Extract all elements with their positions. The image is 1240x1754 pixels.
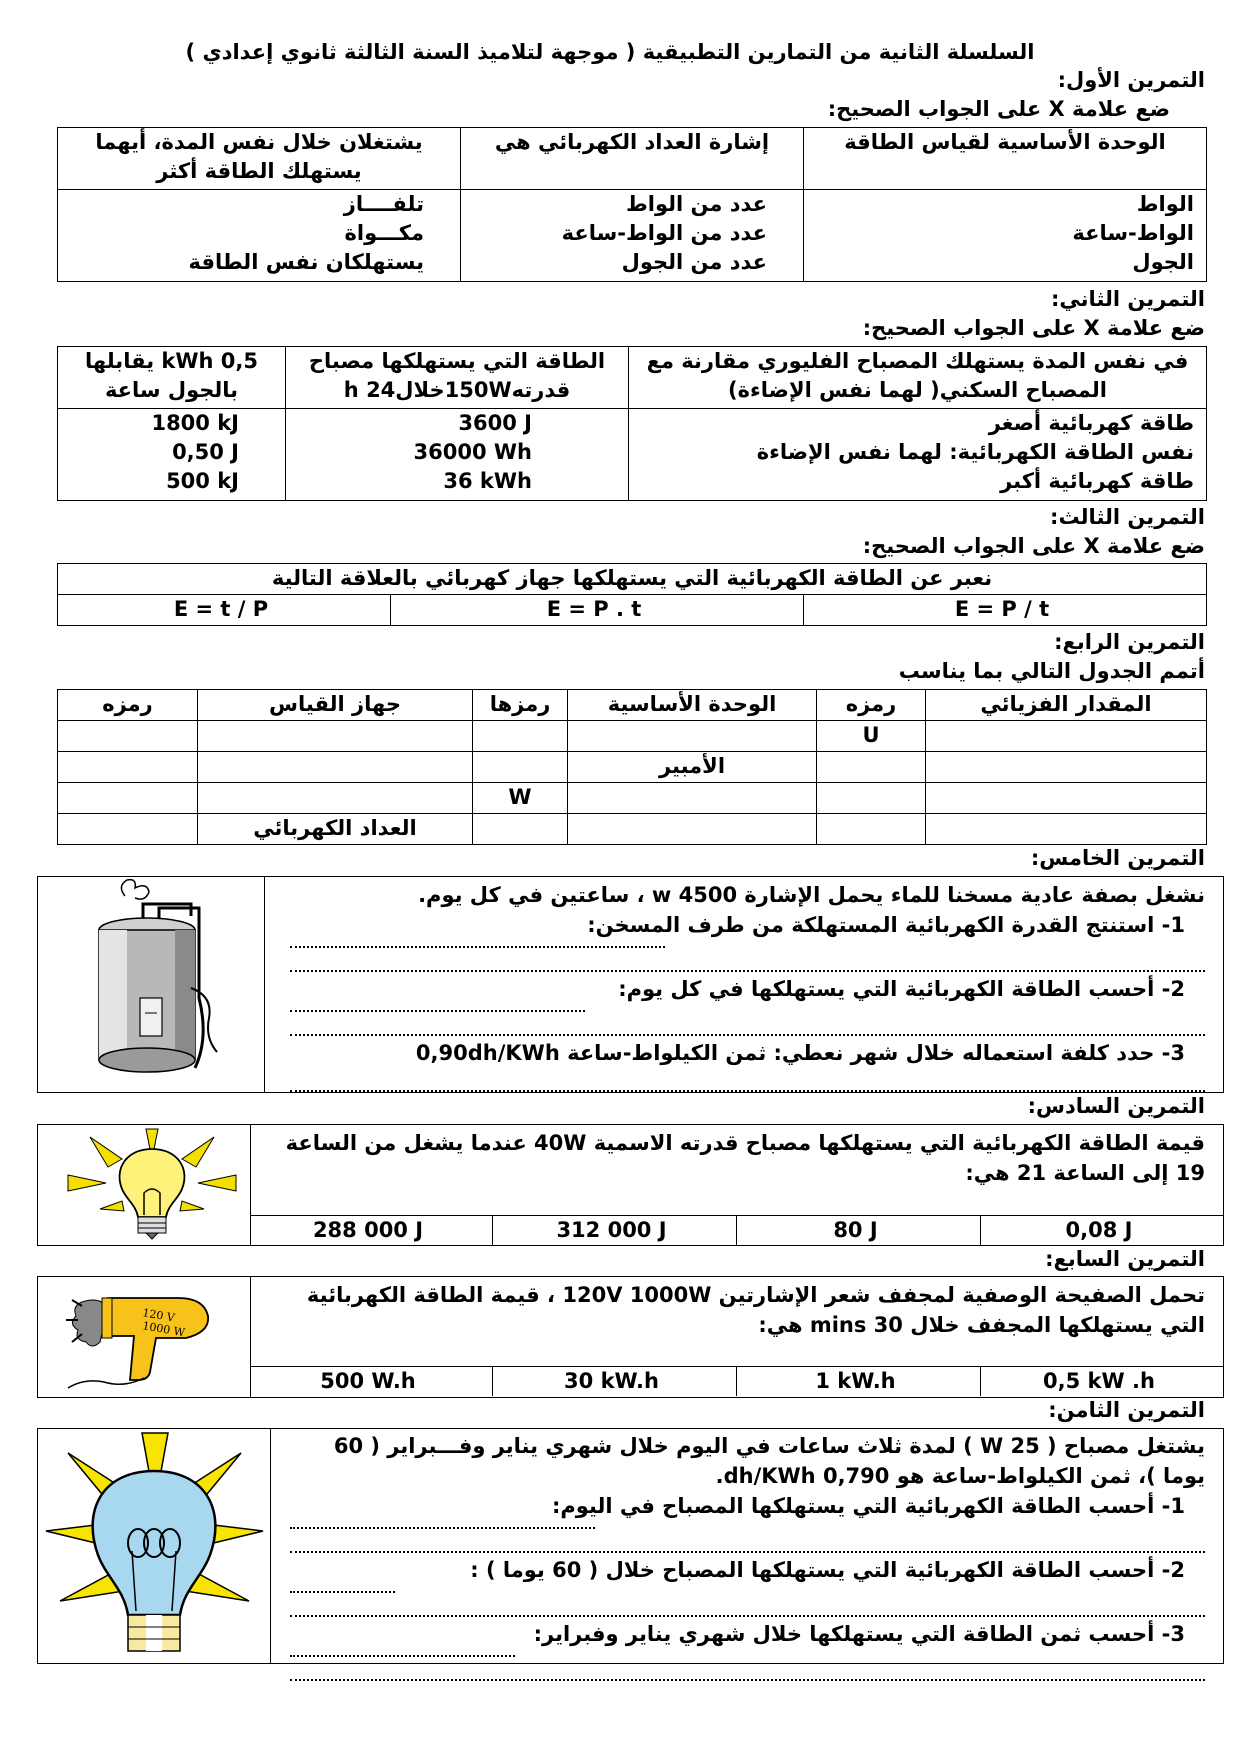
ex4-header: رمزه [58, 690, 198, 721]
ex2-option[interactable]: طاقة كهربائية أكبر [1000, 469, 1194, 493]
ex4-cell[interactable] [568, 721, 817, 752]
ex8-heading: التمرين الثامن: [1048, 1398, 1205, 1422]
page-title: السلسلة الثانية من التمارين التطبيقية ( موجهة لتلاميذ السنة الثالثة ثانوي إعدادي ) [185, 40, 1035, 64]
ex5-q1: 1- استنتج القدرة الكهربائية المستهلكة من طرف المسخن: [587, 913, 1185, 937]
ex1-header-unit: الوحدة الأساسية لقياس الطاقة [804, 128, 1207, 190]
ex3-option[interactable]: E = P / t [804, 595, 1207, 626]
ex4-cell[interactable] [58, 783, 198, 814]
ex4-cell[interactable]: العداد الكهربائي [198, 814, 473, 845]
ex2-option[interactable]: 1800 kJ [151, 411, 239, 435]
table-row [58, 721, 1207, 752]
ex4-cell[interactable] [58, 814, 198, 845]
ex2-options-kwh [58, 409, 286, 501]
ex2-header-kwh: 0,5 kWh يقابلها بالجول ساعة [58, 347, 286, 409]
ex2-header-energy: الطاقة التي يستهلكها مصباح قدرته150Wخلال24 h [286, 347, 629, 409]
ex4-cell[interactable] [568, 814, 817, 845]
answer-line[interactable] [290, 1595, 1205, 1617]
ex4-header: المقدار الفزيائي [926, 690, 1207, 721]
ex2-options-lamp [629, 409, 1207, 501]
ex1-option[interactable]: مكـــواة [344, 221, 424, 245]
ex6-question: قيمة الطاقة الكهربائية التي يستهلكها مصباح قدرته الاسمية 40W عندما يشغل من الساعة 19 إلى الساعة 21 هي: [285, 1131, 1205, 1185]
ex5-content [290, 880, 1205, 1094]
light-bulb-icon [60, 1127, 245, 1242]
ex4-header: رمزه [817, 690, 926, 721]
ex4-instruction: أتمم الجدول التالي بما يناسب [898, 659, 1205, 683]
ex6-option[interactable]: 288 000 J [312, 1218, 424, 1242]
ex7-option[interactable]: 500 W.h [320, 1369, 416, 1393]
hair-dryer-icon [62, 1280, 247, 1392]
ex5-heading: التمرين الخامس: [1030, 846, 1205, 870]
ex4-heading: التمرين الرابع: [1054, 630, 1205, 654]
ex5-q2: 2- أحسب الطاقة الكهربائية التي يستهلكها في كل يوم: [618, 977, 1185, 1001]
ex1-option[interactable]: عدد من الواط-ساعة [561, 221, 767, 245]
answer-line[interactable] [290, 1571, 395, 1593]
ex4-cell[interactable]: الأمبير [568, 752, 817, 783]
ex4-cell[interactable] [58, 752, 198, 783]
answer-line[interactable] [290, 1635, 515, 1657]
ex2-option[interactable]: 36000 Wh [413, 440, 532, 464]
table-row [58, 752, 1207, 783]
ex5-q3: 3- حدد كلفة استعماله خلال شهر نعطي: ثمن الكيلواط-ساعة 0,90dh/KWh [415, 1041, 1185, 1065]
ex4-cell[interactable]: W [473, 783, 568, 814]
ex4-cell[interactable] [568, 783, 817, 814]
ex8-q1: 1- أحسب الطاقة الكهربائية التي يستهلكها المصباح في اليوم: [551, 1494, 1185, 1518]
ex4-table [57, 689, 1207, 845]
ex6-heading: التمرين السادس: [1027, 1094, 1205, 1118]
ex1-option[interactable]: تلفــــاز [343, 192, 424, 216]
table-row [58, 814, 1207, 845]
ex2-table [57, 346, 1207, 501]
ex2-option[interactable]: 500 kJ [166, 469, 239, 493]
dryer-label-power: 1000 W [141, 1319, 186, 1340]
ex2-instruction: ضع علامة X على الجواب الصحيح: [862, 316, 1205, 340]
ex4-cell[interactable] [926, 721, 1207, 752]
ex2-header-lamp: في نفس المدة يستهلك المصباح الفليوري مقارنة مع المصباح السكني( لهما نفس الإضاءة) [629, 347, 1207, 409]
ex1-option[interactable]: الجول [1132, 250, 1194, 274]
ex2-option[interactable]: 36 kWh [443, 469, 532, 493]
ex8-content [290, 1431, 1205, 1683]
ex1-option[interactable]: الواط-ساعة [1072, 221, 1194, 245]
ex3-instruction: ضع علامة X على الجواب الصحيح: [862, 534, 1205, 558]
ex4-cell[interactable] [198, 752, 473, 783]
answer-line[interactable] [290, 1507, 595, 1529]
answer-line[interactable] [290, 990, 585, 1012]
ex1-option[interactable]: عدد من الواط [625, 192, 767, 216]
ex4-cell[interactable] [473, 721, 568, 752]
ex3-option[interactable]: E = t / P [58, 595, 391, 626]
ex1-table [57, 127, 1207, 282]
ex2-option[interactable]: نفس الطاقة الكهربائية: لهما نفس الإضاءة [756, 440, 1194, 464]
ex1-header-meter: إشارة العداد الكهربائي هي [461, 128, 804, 190]
ex2-option[interactable]: 3600 J [458, 411, 532, 435]
ex4-header: جهاز القياس [198, 690, 473, 721]
ex7-option[interactable]: 0,5 kW .h [980, 1366, 1223, 1396]
ex4-cell[interactable]: U [817, 721, 926, 752]
answer-line[interactable] [290, 1659, 1205, 1681]
ex1-heading: التمرين الأول: [1057, 68, 1205, 92]
ex3-table [57, 563, 1207, 626]
dryer-label-voltage: 120 V [141, 1306, 176, 1325]
ex4-header: الوحدة الأساسية [568, 690, 817, 721]
ex1-instruction: ضع علامة X على الجواب الصحيح: [827, 97, 1170, 121]
ex1-options-meter [461, 190, 804, 282]
ex1-options-consume [58, 190, 461, 282]
ex4-cell[interactable] [926, 814, 1207, 845]
ex1-options-unit [804, 190, 1207, 282]
ex2-options-energy [286, 409, 629, 501]
ex2-heading: التمرين الثاني: [1051, 287, 1205, 311]
ex5-intro: نشغل بصفة عادية مسخنا للماء يحمل الإشارة 4500 w ، ساعتين في كل يوم. [418, 883, 1205, 907]
ex8-q3: 3- أحسب ثمن الطاقة التي يستهلكها خلال شهري يناير وفبراير: [533, 1622, 1185, 1646]
ex4-cell[interactable] [817, 752, 926, 783]
ex4-cell[interactable] [58, 721, 198, 752]
ex6-options [250, 1215, 1223, 1245]
answer-line[interactable] [290, 950, 1205, 972]
ex4-cell[interactable] [473, 752, 568, 783]
ex3-header: نعبر عن الطاقة الكهربائية التي يستهلكها جهاز كهربائي بالعلاقة التالية [58, 564, 1207, 595]
answer-line[interactable] [290, 1070, 1205, 1092]
ex7-option[interactable]: 1 kW.h [736, 1366, 980, 1396]
ex6-option[interactable]: 80 J [736, 1215, 980, 1245]
table-row [58, 783, 1207, 814]
ex3-heading: التمرين الثالث: [1050, 505, 1205, 529]
ex4-cell[interactable] [817, 783, 926, 814]
ex1-option[interactable]: الواط [1136, 192, 1194, 216]
ex7-heading: التمرين السابع: [1045, 1247, 1205, 1271]
ex1-header-consume: يشتغلان خلال نفس المدة، أيهما يستهلك الطاقة أكثر [58, 128, 461, 190]
ex3-option[interactable]: E = P . t [391, 595, 804, 626]
ex7-option[interactable]: 30 kW.h [492, 1366, 736, 1396]
ex4-cell[interactable] [198, 721, 473, 752]
ex6-option[interactable]: 312 000 J [492, 1215, 736, 1245]
ex4-cell[interactable] [473, 814, 568, 845]
ex2-option[interactable]: 0,50 J [172, 440, 239, 464]
ex8-intro: يشتغل مصباح ( 25 W ) لمدة ثلاث ساعات في اليوم خلال شهري يناير وفـــبراير ( 60 يوما )، ثمن الكيلواط-ساعة هو 0,790 dh/KWh. [333, 1434, 1205, 1488]
water-heater-icon [85, 878, 240, 1088]
ex1-option[interactable]: يستهلكان نفس الطاقة [188, 250, 424, 274]
ex4-cell[interactable] [817, 814, 926, 845]
big-light-bulb-icon [42, 1431, 267, 1659]
answer-line[interactable] [290, 1014, 1205, 1036]
ex4-cell[interactable] [198, 783, 473, 814]
ex4-cell[interactable] [926, 783, 1207, 814]
ex4-cell[interactable] [926, 752, 1207, 783]
ex4-header: رمزها [473, 690, 568, 721]
ex7-options [250, 1366, 1223, 1396]
ex7-question: تحمل الصفيحة الوصفية لمجفف شعر الإشارتين 120V 1000W ، قيمة الطاقة الكهربائية التي يستهلكها المجفف خلال 30 mins هي: [306, 1283, 1205, 1337]
answer-line[interactable] [290, 1531, 1205, 1553]
ex6-option[interactable]: 0,08 J [980, 1215, 1223, 1245]
ex8-q2: 2- أحسب الطاقة الكهربائية التي يستهلكها المصباح خلال ( 60 يوما ) : [470, 1558, 1185, 1582]
ex1-option[interactable]: عدد من الجول [621, 250, 767, 274]
ex2-option[interactable]: طاقة كهربائية أصغر [988, 411, 1194, 435]
